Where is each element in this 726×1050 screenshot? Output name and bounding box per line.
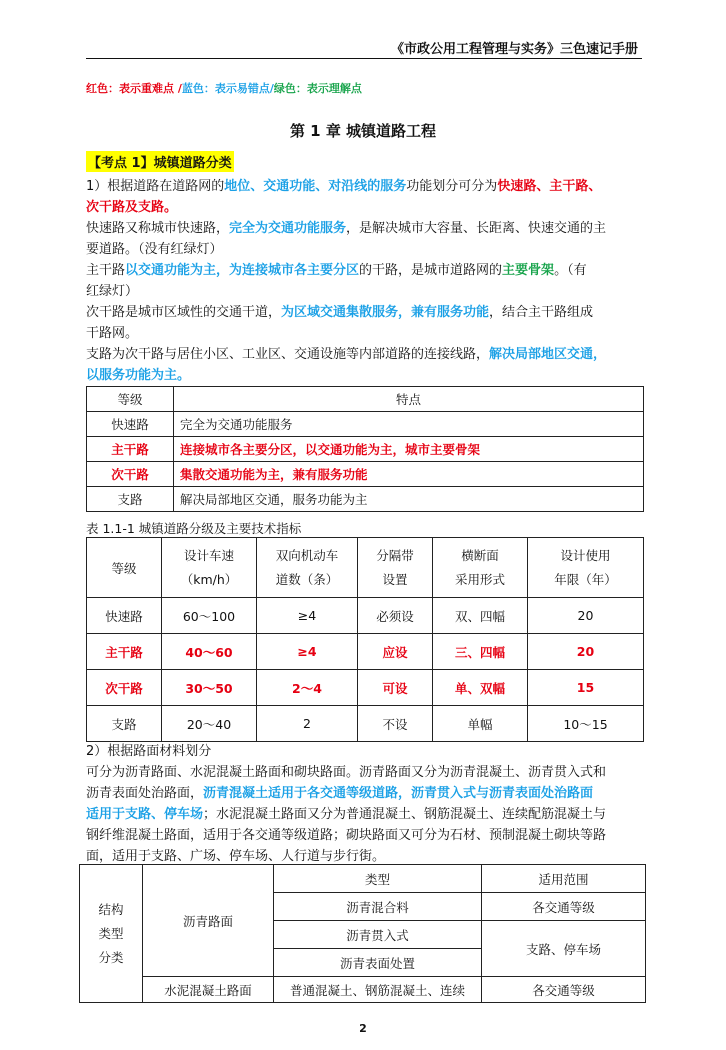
table-cell: 20 (528, 634, 644, 670)
legend-sep: / (269, 82, 274, 95)
text-run: 解决局部地区交通， (489, 347, 607, 362)
text-run: （km/h） (180, 571, 238, 587)
text-run: 分隔带 (376, 547, 414, 563)
text-run: 完全为交通功能服务 (229, 221, 347, 236)
paragraph-secondary-road (86, 302, 642, 344)
table-cell: 三、四幅 (433, 634, 528, 670)
text-run: 要道路。（没有红绿灯） (86, 242, 223, 257)
table-cell: 水泥混凝土路面 (143, 977, 274, 1003)
table-row (80, 977, 646, 1003)
table-header-cell: 类型 (274, 865, 482, 893)
table-header-row (87, 387, 644, 412)
text-run: 分类 (98, 949, 124, 965)
text-run: 采用形式 (454, 571, 505, 587)
legend-blue-label: 蓝色：表示 (181, 82, 237, 95)
table-cell: 主干路 (87, 634, 162, 670)
table-row (87, 412, 644, 437)
text-run: 主干路 (86, 263, 126, 278)
table-row (87, 598, 644, 634)
table-row (87, 462, 644, 487)
text-run: 沥青表面处治路面， (86, 786, 204, 801)
table-cell: 不设 (358, 706, 433, 742)
text-run: 红绿灯） (86, 284, 139, 299)
text-run: 设计使用 (560, 547, 611, 563)
paragraph-main-road (86, 260, 642, 302)
table-cell: 各交通等级 (482, 977, 646, 1003)
text-run: 支路为次干路与居住小区、工业区、交通设施等内部道路的连接线路， (86, 347, 490, 362)
text-run: ，是解决城市大容量、长距离、快速交通的主 (346, 221, 607, 236)
table-cell: 60～100 (162, 598, 257, 634)
table-cell: 单幅 (433, 706, 528, 742)
paragraph-classification (86, 176, 642, 218)
table-header-cell: 等级 (87, 538, 162, 598)
text-run: 横断面 (461, 547, 499, 563)
text-run: 双向机动车 (275, 547, 339, 563)
text-run: 适用于支路、停车场 (86, 807, 204, 822)
text-run: 钢纤维混凝土路面，适用于各交通等级道路；砌块路面又可分为石材、预制混凝土砌块等路 (86, 828, 607, 843)
text-run: 面，适用于支路、广场、停车场、人行道与步行街。 (86, 849, 386, 864)
table-header-cell (358, 538, 433, 598)
table-cell: 沥青混合料 (274, 893, 482, 921)
text-run: 功能划分可分为 (406, 179, 498, 194)
kaodian-heading: 【考点 1】城镇道路分类 (86, 151, 234, 172)
paragraph-branch-road (86, 344, 642, 386)
color-legend (86, 80, 362, 96)
text-run: ，结合主干路组成 (489, 305, 594, 320)
header-rule (86, 58, 642, 59)
table-cell: 必须设 (358, 598, 433, 634)
table-cell: 应设 (358, 634, 433, 670)
table-cell: 快速路 (87, 412, 174, 437)
text-run: 次干路及支路。 (86, 200, 178, 215)
table-header-cell (433, 538, 528, 598)
table-header-row (87, 538, 644, 598)
text-run: 设置 (382, 571, 408, 587)
table-cell: 沥青路面 (143, 865, 274, 977)
paragraph-material-heading (86, 741, 642, 762)
text-run: 以服务功能为主。 (86, 368, 191, 383)
table-header-cell: 等级 (87, 387, 174, 412)
text-run: 类型 (98, 925, 124, 941)
table-cell: 完全为交通功能服务 (174, 412, 644, 437)
table-cell: 单、双幅 (433, 670, 528, 706)
table-cell: 沥青表面处置 (274, 949, 482, 977)
table-cell: ≥4 (257, 598, 358, 634)
text-run: ；水泥混凝土路面又分为普通混凝土、钢筋混凝土、连续配筋混凝土与 (203, 807, 607, 822)
table-cell: 次干路 (87, 462, 174, 487)
table-header-cell (528, 538, 644, 598)
table-cell: ≥4 (257, 634, 358, 670)
table-row (87, 634, 644, 670)
table-cell: 2～4 (257, 670, 358, 706)
table-header-cell: 适用范围 (482, 865, 646, 893)
text-run: 次干路是城市区域性的交通干道， (86, 305, 282, 320)
chapter-title: 第 1 章 城镇道路工程 (289, 122, 437, 140)
table-cell: 支路 (87, 706, 162, 742)
text-run: 年限（年） (554, 571, 617, 587)
legend-red-label: 红色：表示 (86, 82, 141, 95)
table-cell: 20～40 (162, 706, 257, 742)
table-cell: 30～50 (162, 670, 257, 706)
table-row (87, 487, 644, 512)
table-cell: 20 (528, 598, 644, 634)
legend-red-value: 重难点 (141, 82, 174, 95)
table-cell (80, 865, 143, 1003)
table-cell: 主干路 (87, 437, 174, 462)
legend-green-value: 理解点 (328, 82, 362, 95)
text-run: 。（有 (554, 263, 587, 278)
text-run: 的干路，是城市道路网的 (359, 263, 503, 278)
text-run: 可分为沥青路面、水泥混凝土路面和砌块路面。沥青路面又分为沥青混凝土、沥青贯入式和 (86, 765, 607, 780)
table-cell: 沥青贯入式 (274, 921, 482, 949)
text-run: 设计车速 (183, 547, 234, 563)
text-run: 2）根据路面材料划分 (86, 744, 212, 759)
table-header-cell (162, 538, 257, 598)
table-row (87, 437, 644, 462)
text-run: 地位、交通功能、对沿线的服务 (224, 179, 407, 194)
text-run: 快速路、主干路、 (497, 179, 602, 194)
table-row (80, 865, 646, 893)
table-cell: 双、四幅 (433, 598, 528, 634)
road-feature-table (86, 386, 644, 512)
text-run: 快速路又称城市快速路， (86, 221, 230, 236)
table-cell: 次干路 (87, 670, 162, 706)
legend-sep: / (174, 82, 182, 95)
table-cell: 支路 (87, 487, 174, 512)
pavement-structure-table (79, 864, 646, 1003)
paragraph-expressway (86, 218, 642, 260)
text-run: 结构 (98, 901, 124, 917)
legend-green-label: 绿色：表示 (273, 82, 329, 95)
table-cell: 支路、停车场 (482, 921, 646, 977)
road-grade-index-table (86, 537, 644, 742)
table-header-cell (257, 538, 358, 598)
table-cell: 可设 (358, 670, 433, 706)
table-cell: 2 (257, 706, 358, 742)
running-header: 《市政公用工程管理与实务》三色速记手册 (390, 42, 638, 57)
text-run: 干路网。 (86, 326, 139, 341)
table-cell: 15 (528, 670, 644, 706)
table-cell: 各交通等级 (482, 893, 646, 921)
table-cell: 普通混凝土、钢筋混凝土、连续 (274, 977, 482, 1003)
table-cell: 快速路 (87, 598, 162, 634)
text-run: 主要骨架 (502, 263, 555, 278)
page-number: 2 (359, 1022, 367, 1035)
text-run: 为区域交通集散服务，兼有服务功能 (281, 305, 490, 320)
paragraph-material (86, 762, 642, 867)
table-header-cell: 特点 (174, 387, 644, 412)
table-cell: 集散交通功能为主，兼有服务功能 (174, 462, 644, 487)
table-row (87, 670, 644, 706)
text-run: 以交通功能为主，为连接城市各主要分区 (125, 263, 360, 278)
text-run: 沥青混凝土适用于各交通等级道路，沥青贯入式与沥青表面处治路面 (203, 786, 594, 801)
text-run: 1）根据道路在道路网的 (86, 179, 225, 194)
legend-blue-value: 易错点 (236, 82, 270, 95)
table-cell: 10～15 (528, 706, 644, 742)
table-cell: 40～60 (162, 634, 257, 670)
table-cell: 解决局部地区交通，服务功能为主 (174, 487, 644, 512)
table-cell: 连接城市各主要分区，以交通功能为主，城市主要骨架 (174, 437, 644, 462)
table-row (87, 706, 644, 742)
text-run: 道数（条） (275, 571, 339, 587)
table-caption: 表 1.1-1 城镇道路分级及主要技术指标 (86, 521, 302, 536)
